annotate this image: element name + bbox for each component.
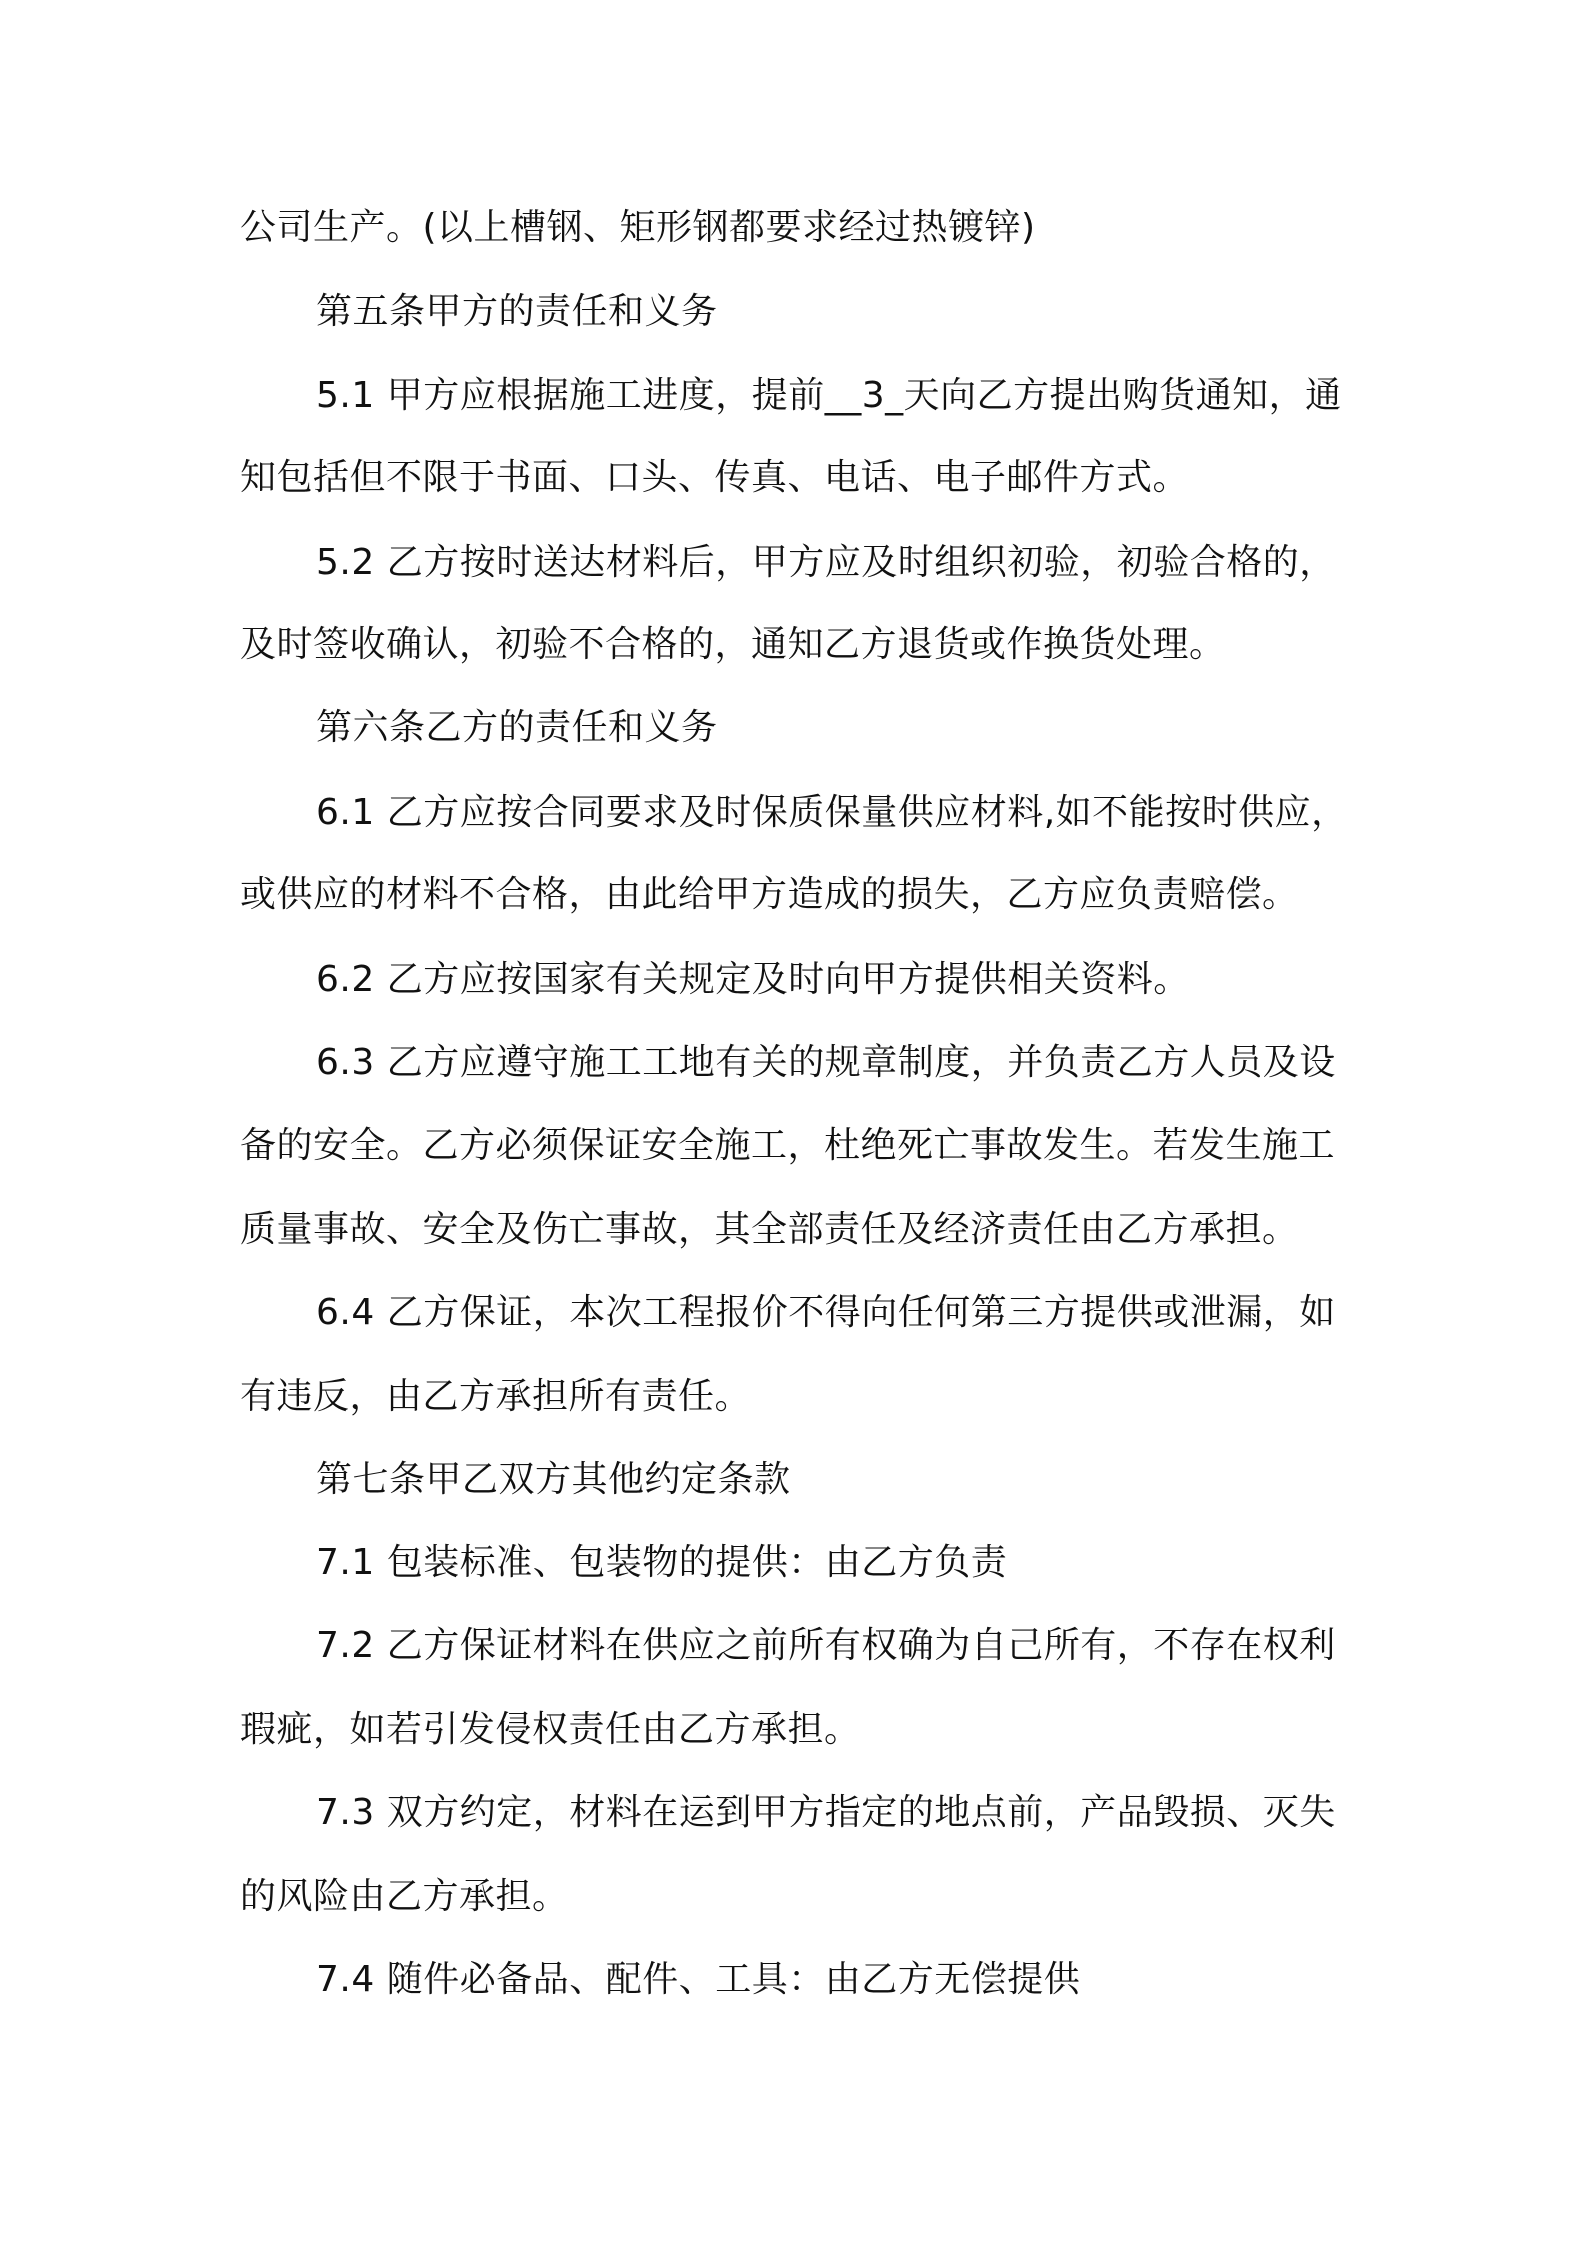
text-line: 公司生产。(以上槽钢、矩形钢都要求经过热镀锌) <box>240 207 1036 248</box>
text-line: 或供应的材料不合格，由此给甲方造成的损失，乙方应负责赔偿。 <box>240 874 1299 915</box>
text-line: 备的安全。乙方必须保证安全施工，杜绝死亡事故发生。若发生施工 <box>240 1125 1336 1166</box>
text-line: 6.4 乙方保证，本次工程报价不得向任何第三方提供或泄漏，如 <box>316 1292 1336 1333</box>
text-line: 6.2 乙方应按国家有关规定及时向甲方提供相关资料。 <box>316 959 1190 1000</box>
text-line: 质量事故、安全及伤亡事故，其全部责任及经济责任由乙方承担。 <box>240 1209 1299 1250</box>
text-line: 7.1 包装标准、包装物的提供：由乙方负责 <box>316 1542 1008 1583</box>
text-line: 6.3 乙方应遵守施工工地有关的规章制度，并负责乙方人员及设 <box>316 1042 1336 1083</box>
section-heading-5: 第五条甲方的责任和义务 <box>316 291 718 332</box>
text-line: 6.1 乙方应按合同要求及时保质保量供应材料,如不能按时供应， <box>316 792 1348 833</box>
text-line: 5.1 甲方应根据施工进度，提前__3_天向乙方提出购货通知，通 <box>316 375 1342 416</box>
text-line: 7.3 双方约定，材料在运到甲方指定的地点前，产品毁损、灭失 <box>316 1792 1336 1833</box>
section-heading-6: 第六条乙方的责任和义务 <box>316 707 718 748</box>
text-line: 及时签收确认，初验不合格的，通知乙方退货或作换货处理。 <box>240 624 1226 665</box>
text-line: 7.2 乙方保证材料在供应之前所有权确为自己所有，不存在权利 <box>316 1625 1336 1666</box>
text-line: 7.4 随件必备品、配件、工具：由乙方无偿提供 <box>316 1959 1081 2000</box>
section-heading-7: 第七条甲乙双方其他约定条款 <box>316 1459 791 1500</box>
text-line: 5.2 乙方按时送达材料后，甲方应及时组织初验，初验合格的， <box>316 542 1336 583</box>
text-line: 瑕疵，如若引发侵权责任由乙方承担。 <box>240 1709 861 1750</box>
text-line: 的风险由乙方承担。 <box>240 1876 569 1917</box>
text-line: 有违反，由乙方承担所有责任。 <box>240 1376 752 1417</box>
text-line: 知包括但不限于书面、口头、传真、电话、电子邮件方式。 <box>240 457 1190 498</box>
